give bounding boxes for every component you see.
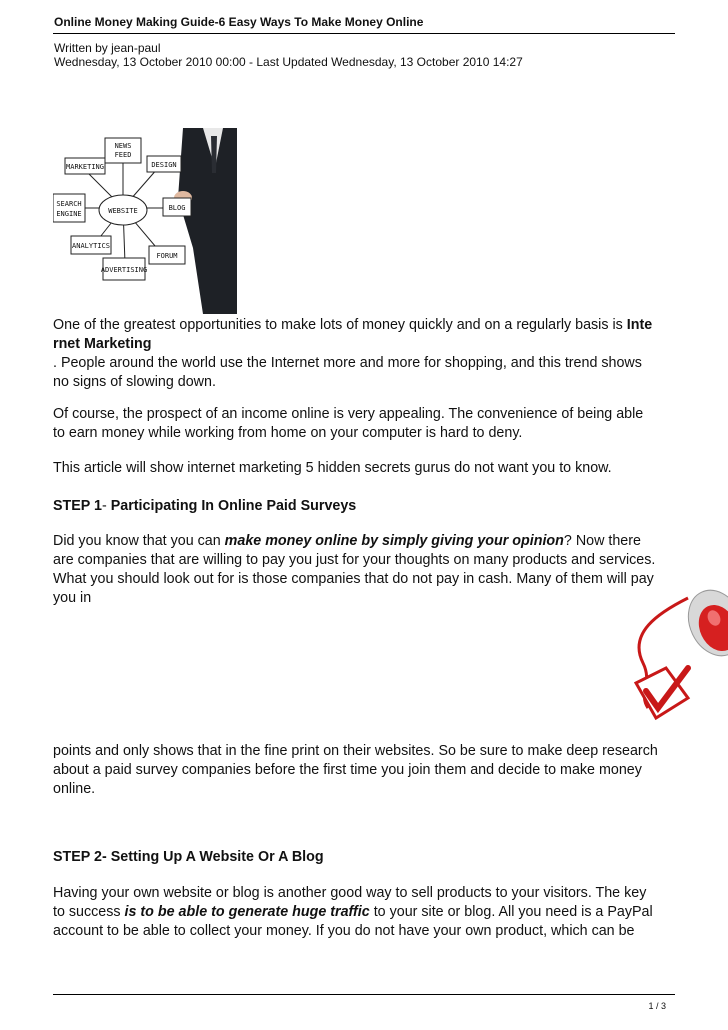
footer-rule <box>53 994 675 995</box>
website-paragraph <box>53 884 677 941</box>
mindmap-label-forum: FORUM <box>156 252 178 260</box>
step1-heading <box>53 497 677 516</box>
p4-text-e: you in <box>53 590 92 606</box>
p6-text-a: Having your own website or blog is another good way to sell products to your visitors. The key <box>53 885 647 901</box>
p1-text-b: . People around the world use the Internet more and more for shopping, and this trend shows <box>53 355 642 371</box>
mindmap-label-news: NEWS <box>114 142 132 150</box>
mindmap-label-design: DESIGN <box>151 161 177 169</box>
article-title: Online Money Making Guide-6 Easy Ways To Make Money Online <box>54 15 424 29</box>
third-paragraph <box>53 459 677 478</box>
step1-title: Participating In Online Paid Surveys <box>110 498 357 514</box>
p3-text: This article will show internet marketing 5 hidden secrets gurus do not want you to know. <box>53 460 612 476</box>
mindmap-label-marketing: MARKETING <box>66 163 104 171</box>
mouse-checkbox-svg <box>618 573 728 743</box>
page-number: 1 / 3 <box>648 1001 666 1011</box>
mindmap-label-engine: ENGINE <box>56 210 82 218</box>
p4-text-d: What you should look out for is those companies that do not pay in cash. Many of them will pay <box>53 571 654 587</box>
mindmap-label-blog: BLOG <box>168 204 186 212</box>
p5-text-c: online. <box>53 781 96 797</box>
p6-text-c: account to be able to collect your money. If you do not have your own product, which can be <box>53 923 635 939</box>
p6-text-b2: to your site or blog. All you need is a PayPal <box>369 904 653 920</box>
p6-emphasis: is to be able to generate huge traffic <box>124 904 370 920</box>
p4-text-c: are companies that are willing to pay you just for your thoughts on many products and services. <box>53 552 656 568</box>
p4-emphasis: make money online by simply giving your opinion <box>224 533 564 549</box>
p2-text-b: to earn money while working from home on your computer is hard to deny. <box>53 425 523 441</box>
p5-text-a: points and only shows that in the fine print on their websites. So be sure to make deep research <box>53 743 658 759</box>
p1-text-c: no signs of slowing down. <box>53 374 216 390</box>
mindmap-label-feed: FEED <box>114 151 132 159</box>
p1-bold-b: rnet Marketing <box>53 336 152 352</box>
step1-number: STEP 1 <box>53 498 103 514</box>
step2-heading: STEP 2- Setting Up A Website Or A Blog <box>53 849 324 865</box>
surveys-paragraph-cont <box>53 742 677 799</box>
p6-text-b1: to success <box>53 904 125 920</box>
step1-separator: - <box>102 498 111 514</box>
mindmap-label-website: WEBSITE <box>108 207 138 215</box>
p1-text-a: One of the greatest opportunities to make lots of money quickly and on a regularly basis is <box>53 317 627 333</box>
mindmap-label-search: SEARCH <box>56 200 82 208</box>
header-rule <box>53 33 675 34</box>
mindmap-label-analytics: ANALYTICS <box>72 242 110 250</box>
surveys-paragraph <box>53 532 677 608</box>
intro-paragraph <box>53 316 677 392</box>
p4-text-b: ? Now there <box>563 533 641 549</box>
author-line: Written by jean-paul <box>54 41 161 55</box>
p5-text-b: about a paid survey companies before the first time you join them and decide to make money <box>53 762 642 778</box>
p4-text-a: Did you know that you can <box>53 533 225 549</box>
mindmap-svg <box>53 128 237 314</box>
date-line: Wednesday, 13 October 2010 00:00 - Last Updated Wednesday, 13 October 2010 14:27 <box>54 55 523 69</box>
p2-text-a: Of course, the prospect of an income online is very appealing. The convenience of being able <box>53 406 644 422</box>
survey-illustration <box>618 573 728 743</box>
mindmap-label-advertising: ADVERTISING <box>100 266 148 274</box>
second-paragraph <box>53 405 677 443</box>
mindmap-illustration <box>53 128 237 314</box>
p1-bold-a: Inte <box>626 317 653 333</box>
